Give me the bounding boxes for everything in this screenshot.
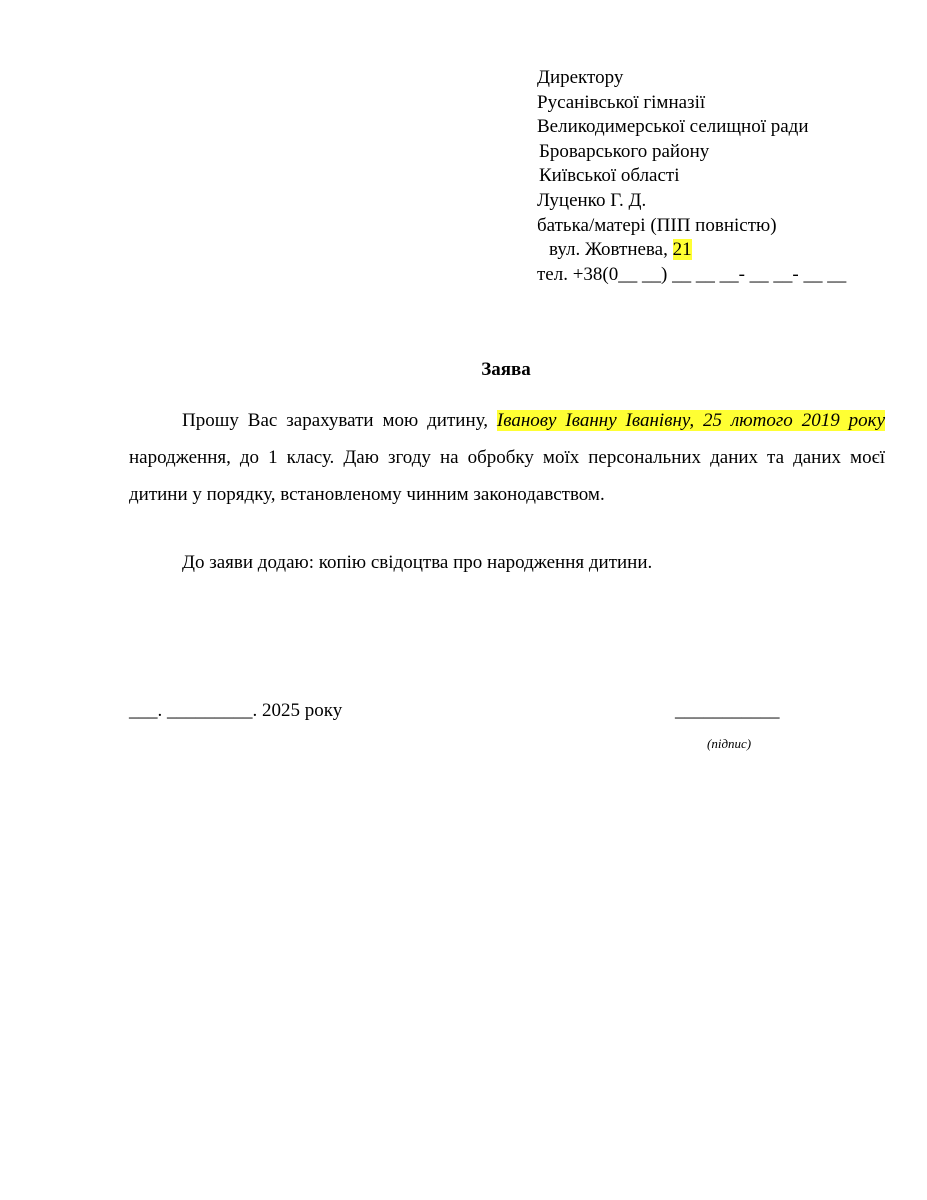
- applicant-phone: тел. +38(0__ __) __ __ __- __ __- __ __: [537, 263, 847, 285]
- signature-caption: (підпис): [707, 736, 752, 751]
- addressee-council: Великодимерської селищної ради: [537, 116, 809, 138]
- addressee-position: Директору: [537, 67, 624, 88]
- applicant-name-field: батька/матері (ПІП повністю): [537, 214, 777, 236]
- signature-line: ___________: [675, 700, 780, 721]
- addressee-school: Русанівської гімназії: [537, 91, 706, 113]
- street-number-highlight: 21: [672, 239, 692, 261]
- application-body: [129, 402, 885, 513]
- attachment-line: До заяви додаю: копію свідоцтва про народження дитини.: [182, 552, 653, 573]
- body-consent: народження, до 1 класу. Даю згоду на обробку моїх персональних даних та даних моєї дитини у порядку, встановленому чинним законодавством.: [129, 447, 885, 505]
- child-info-highlight: Іванову Іванну Іванівну, 25 лютого 2019 року: [496, 410, 885, 431]
- addressee-director-name: Луценко Г. Д.: [537, 189, 647, 211]
- street-prefix: вул. Жовтнева,: [549, 239, 673, 261]
- body-intro: Прошу Вас зарахувати мою дитину,: [182, 410, 497, 431]
- addressee-district: Броварського району: [539, 140, 710, 162]
- date-field: ___. _________. 2025 року: [129, 700, 343, 721]
- addressee-region: Київської області: [539, 165, 680, 187]
- applicant-address: [537, 238, 846, 263]
- addressee-block: [537, 66, 846, 287]
- document-title: Заява: [481, 359, 531, 380]
